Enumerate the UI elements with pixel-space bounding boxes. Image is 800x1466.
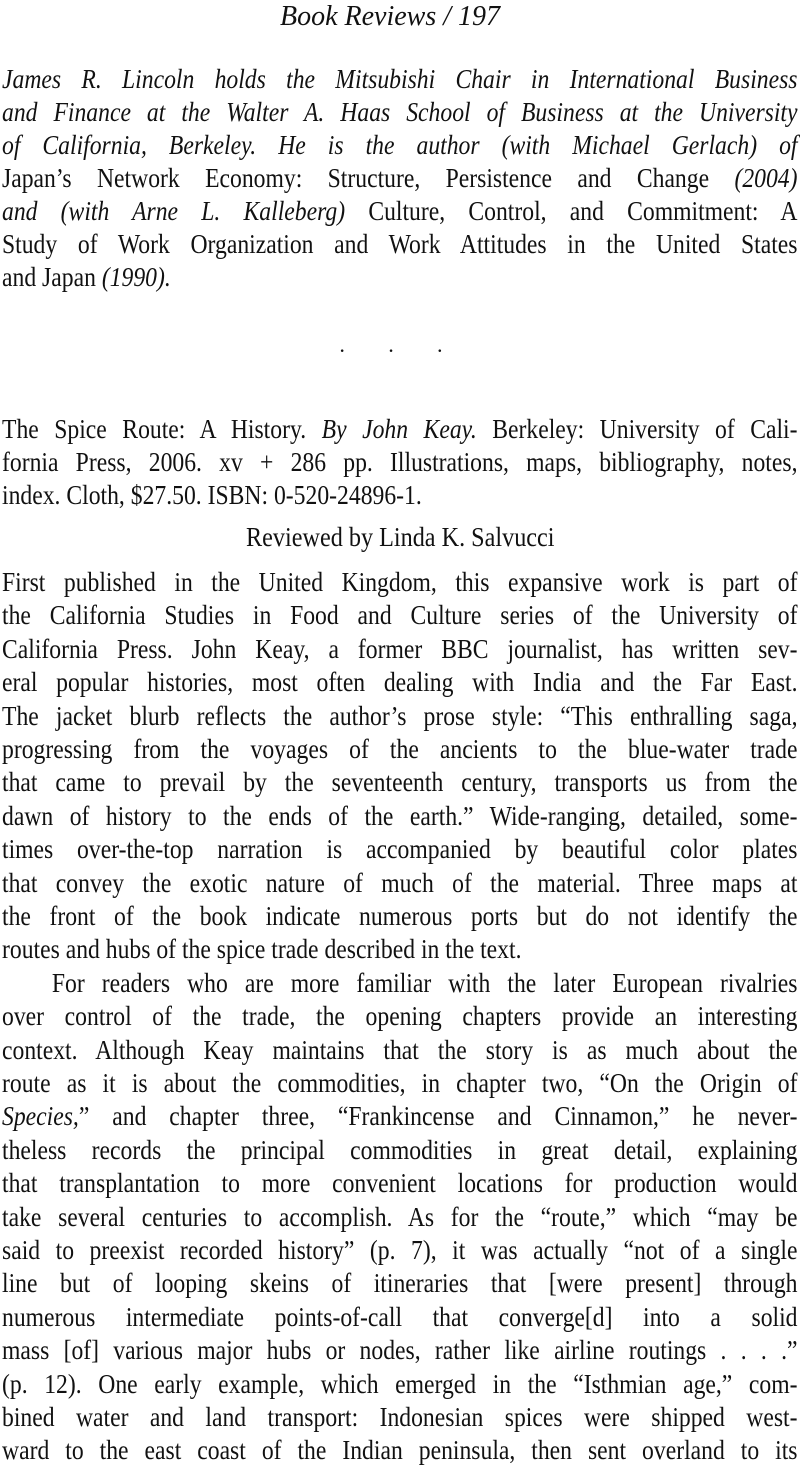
bio-line xyxy=(2,194,798,227)
text-run: the front of the book indicate numerous ports but do not identify the xyxy=(2,900,798,931)
text-run: (1990). xyxy=(101,261,171,292)
body-line xyxy=(2,565,798,598)
body-line xyxy=(2,1266,798,1299)
text-run: numerous intermediate points-of-call that converge[d] into a solid xyxy=(2,1300,798,1332)
text-run: that convey the exotic nature of much of the material. Three maps at xyxy=(2,866,798,898)
text-run: the California Studies in Food and Culture series of the University of xyxy=(2,599,798,631)
body-line xyxy=(2,832,798,865)
citation-line xyxy=(2,412,798,445)
text-run: of California, Berkeley. He is the author (with Michael Gerlach) of xyxy=(2,129,798,160)
body-line xyxy=(2,932,798,965)
text-run: over control of the trade, the opening chapters provide an interesting xyxy=(2,1000,798,1032)
text-run: (2004) xyxy=(734,162,798,193)
text-run: California Press. John Keay, a former BBC journalist, has written sev- xyxy=(2,632,798,664)
body-line xyxy=(2,1433,798,1466)
text-run: For readers who are more familiar with the later European rivalries xyxy=(51,966,798,998)
body-line xyxy=(2,1300,798,1333)
text-run: theless records the principal commodities in great detail, explaining xyxy=(2,1133,798,1165)
text-run: take several centuries to accomplish. As for the “route,” which “may be xyxy=(2,1200,798,1232)
text-run: ” and chapter three, “Frankincense and Cinnamon,” he never- xyxy=(78,1100,798,1132)
text-run: line but of looping skeins of itineraries that [were present] through xyxy=(2,1267,798,1299)
text-run: First published in the United Kingdom, this expansive work is part of xyxy=(2,566,798,597)
text-run: James R. Lincoln holds the Mitsubishi Chair in International Business xyxy=(2,63,798,94)
text-run: The jacket blurb reflects the author’s prose style: “This enthralling saga, xyxy=(2,699,798,731)
text-run: context. Although Keay maintains that the story is as much about the xyxy=(2,1033,798,1065)
text-run: said to preexist recorded history” (p. 7), it was actually “not of a single xyxy=(2,1234,798,1265)
citation-line xyxy=(2,445,798,478)
bio-line xyxy=(2,95,798,128)
text-run: and Japan xyxy=(2,261,102,292)
bio-line xyxy=(2,161,798,194)
text-run: (p. 12). One early example, which emerged in the “Isthmian age,” com- xyxy=(2,1367,798,1399)
text-run: routes and hubs of the spice trade described in the text. xyxy=(2,933,522,965)
bio-line xyxy=(2,260,798,293)
body-line xyxy=(2,1066,798,1099)
body-line xyxy=(2,899,798,932)
text-run: and Finance at the Walter A. Haas School of Business at the University xyxy=(2,96,798,127)
body-line xyxy=(2,699,798,732)
body-line xyxy=(2,1166,798,1199)
body-line xyxy=(2,765,798,798)
text-run: Species, xyxy=(2,1100,79,1132)
text-run: bined water and land transport: Indonesian spices were shipped west- xyxy=(2,1401,798,1432)
text-run: that came to prevail by the seventeenth century, transports us from the xyxy=(2,766,798,798)
body-line xyxy=(2,1133,798,1166)
bio-line xyxy=(2,62,798,95)
reviewer-line xyxy=(0,520,800,553)
text-run: that transplantation to more convenient locations for production would xyxy=(2,1167,798,1199)
text-run: dawn of history to the ends of the earth.” Wide-ranging, detailed, some- xyxy=(2,799,798,831)
section-separator: · · · xyxy=(338,338,462,363)
text-run: times over-the-top narration is accompanied by beautiful color plates xyxy=(2,833,798,865)
text-run: index. Cloth, $27.50. ISBN: 0-520-24896-1. xyxy=(2,479,422,510)
body-line xyxy=(2,732,798,765)
body-line xyxy=(2,999,798,1032)
body-line xyxy=(2,598,798,631)
text-run: Berkeley: University of Cali- xyxy=(476,413,798,444)
text-run: and (with Arne L. Kalleberg) xyxy=(2,195,369,226)
citation-line xyxy=(2,478,798,511)
body-line xyxy=(2,1200,798,1233)
bio-line xyxy=(2,128,798,161)
reviewer-name: Reviewed by Linda K. Salvucci xyxy=(245,521,555,552)
body-line xyxy=(2,1099,798,1132)
text-run: mass [of] various major hubs or nodes, rather like airline routings . . . .” xyxy=(2,1334,798,1366)
bio-line xyxy=(2,227,798,260)
body-line xyxy=(2,1033,798,1066)
running-head: Book Reviews / 197 xyxy=(279,1,501,32)
body-line xyxy=(2,1233,798,1266)
body-line xyxy=(2,632,798,665)
text-run: Japan’s Network Economy: Structure, Persistence and Change xyxy=(2,162,735,193)
body-line xyxy=(2,866,798,899)
text-run: ward to the east coast of the Indian peninsula, then sent overland to its xyxy=(2,1434,798,1466)
body-line xyxy=(2,966,798,999)
body-line xyxy=(2,1367,798,1400)
text-run: progressing from the voyages of the ancients to the blue-water trade xyxy=(2,733,798,764)
body-line xyxy=(2,665,798,698)
text-run: fornia Press, 2006. xv + 286 pp. Illustrations, maps, bibliography, notes, xyxy=(2,446,798,477)
text-run: Culture, Control, and Commitment: A xyxy=(368,195,798,226)
body-line xyxy=(2,799,798,832)
text-run: The Spice Route: A History. xyxy=(2,413,322,444)
text-run: eral popular histories, most often dealing with India and the Far East. xyxy=(2,666,798,698)
body-line xyxy=(2,1333,798,1366)
text-run: By John Keay. xyxy=(321,413,477,444)
text-run: Study of Work Organization and Work Attitudes in the United States xyxy=(2,228,798,259)
text-run: route as it is about the commodities, in chapter two, “On the Origin of xyxy=(2,1067,798,1098)
